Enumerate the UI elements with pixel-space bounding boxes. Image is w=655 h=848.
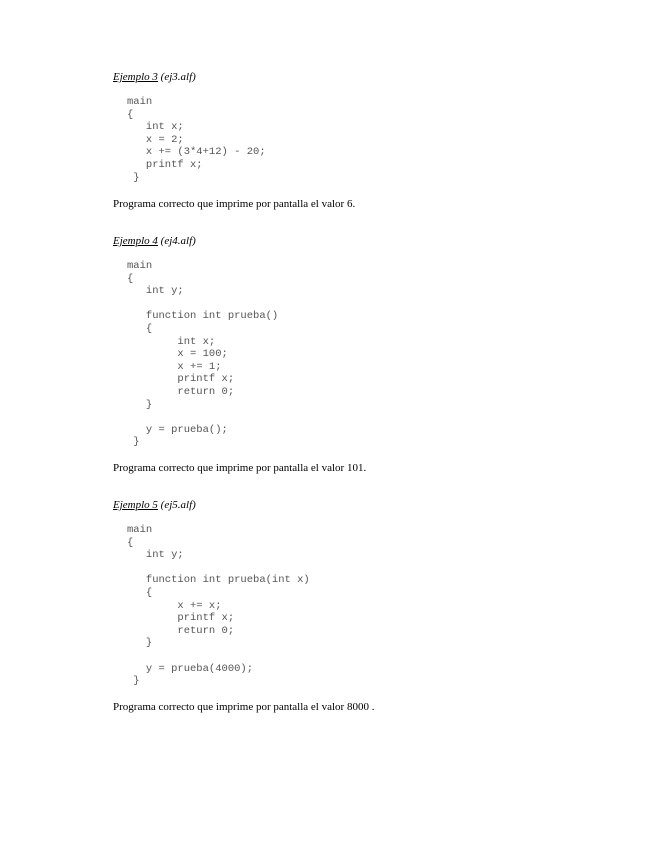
example-3-heading — [113, 71, 633, 84]
example-5-section — [113, 499, 633, 713]
example-4-section — [113, 235, 633, 474]
example-5-heading — [113, 499, 633, 512]
example-5-title: Ejemplo 5 — [113, 499, 158, 511]
example-4-file: (ej4.alf) — [160, 235, 196, 247]
example-4-title: Ejemplo 4 — [113, 235, 158, 247]
example-4-description: Programa correcto que imprime por pantalla el valor 101. — [113, 462, 367, 474]
example-4-code: main { int y; function int prueba() { int x; x = 100; x += 1; printf x; return 0; } y = prueba(); } — [127, 260, 279, 449]
example-4-heading — [113, 235, 633, 248]
example-3-file: (ej3.alf) — [160, 71, 196, 83]
example-3-title: Ejemplo 3 — [113, 71, 158, 83]
example-3-code: main { int x; x = 2; x += (3*4+12) - 20; printf x; } — [127, 96, 266, 184]
example-3-description: Programa correcto que imprime por pantalla el valor 6. — [113, 198, 356, 210]
example-5-file: (ej5.alf) — [160, 499, 196, 511]
example-3-section — [113, 71, 633, 210]
example-5-description: Programa correcto que imprime por pantalla el valor 8000 . — [113, 701, 375, 713]
example-5-code: main { int y; function int prueba(int x) { x += x; printf x; return 0; } y = prueba(4000); } — [127, 524, 310, 688]
